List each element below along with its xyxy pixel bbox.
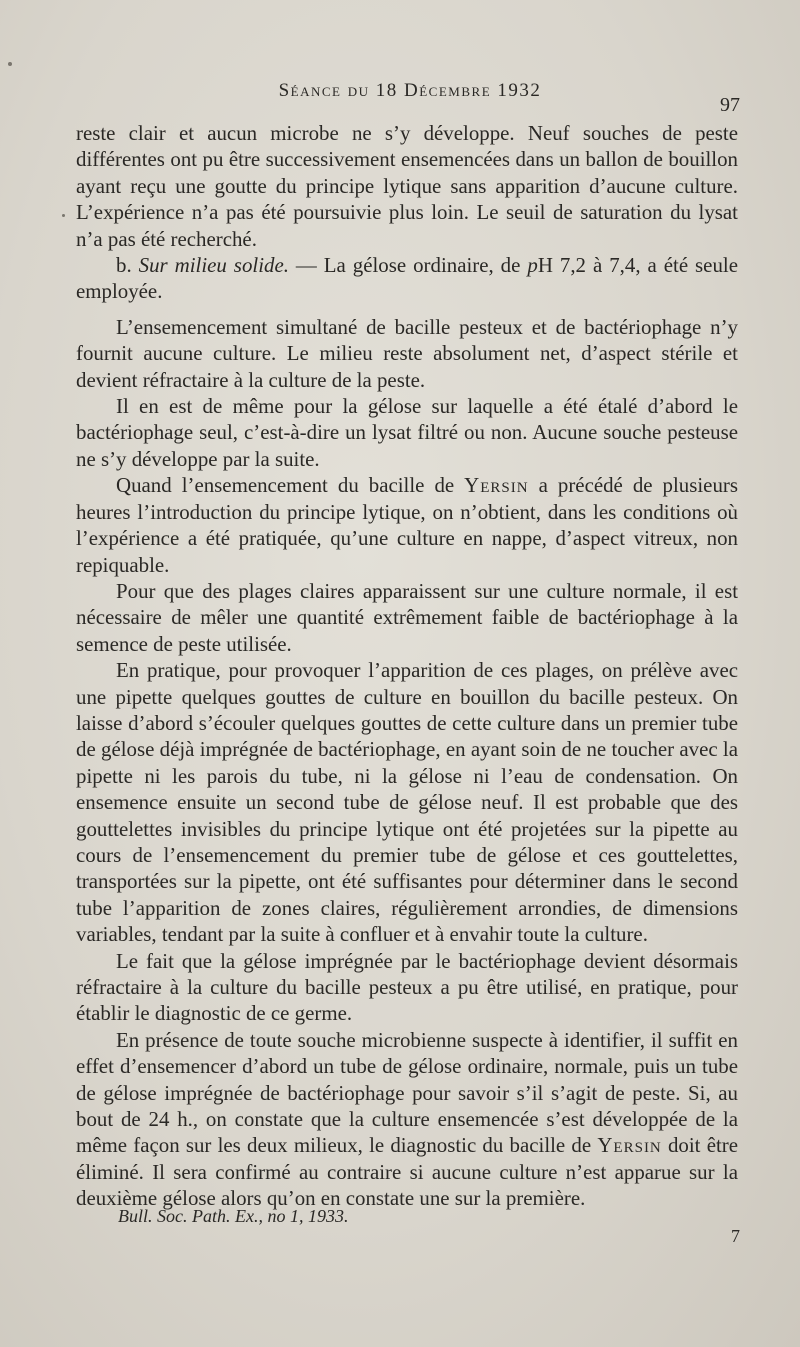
paragraph: b. Sur milieu solide. — La gélose ordinaire, de pH 7,2 à 7,4, a été seule employée. bbox=[76, 253, 738, 304]
page-number: 97 bbox=[720, 94, 740, 116]
paragraph: Il en est de même pour la gélose sur laquelle a été étalé d’abord le bactériophage seul, c’est-à-dire un lysat filtré ou non. Aucune souche pesteuse ne s’y développe par la suite. bbox=[76, 394, 738, 471]
paragraph: En présence de toute souche microbienne suspecte à identifier, il suffit en effet d’ensemencer d’abord un tube de gélose ordinaire, normale, puis un tube de gélose imprégnée de bactériophage pour savoir s’il s’agit de peste. Si, au bout de 24 h., on constate que la culture ensemencée s’est développée de la même façon sur les deux milieux, le diagnostic du bacille de Yersin doit être éliminé. Il sera confirmé au contraire si aucune culture n’est apparue sur la deuxième gélose alors qu’on en constate une sur la première. bbox=[76, 1027, 738, 1211]
paper-speck bbox=[8, 62, 12, 66]
page-footer bbox=[80, 1206, 740, 1266]
paragraph: En pratique, pour provoquer l’apparition de ces plages, on prélève avec une pipette quelques gouttes de culture en bouillon du bacille pesteux. On laisse d’abord s’écouler quelques gouttes de cette culture dans un premier tube de gélose déjà imprégnée de bactériophage, en ayant soin de ne toucher avec la pipette ni les parois du tube, ni la gélose ni l’eau de condensation. On ensemence ensuite un second tube de gélose neuf. Il est probable que des gouttelettes invisibles du principe lytique ont été projetées sur la pipette au cours de l’ensemencement du premier tube de gélose et ces gouttelettes, transportées sur la pipette, ont été suffisantes pour déterminer dans le second tube l’apparition de zones claires, régulièrement arrondies, de dimensions variables, tendant par la suite à confluer et à envahir toute la culture. bbox=[76, 658, 738, 947]
page-header bbox=[80, 80, 740, 120]
paragraph: reste clair et aucun microbe ne s’y développe. Neuf souches de peste différentes ont pu être successivement ensemencées dans un ballon de bouillon ayant reçu une goutte du principe lytique sans apparition d’aucune culture. L’expérience n’a pas été poursuivie plus loin. Le seuil de saturation du lysat n’a pas été recherché. bbox=[76, 121, 738, 251]
running-title: Séance du 18 Décembre 1932 bbox=[278, 80, 542, 101]
signature-mark: 7 bbox=[731, 1226, 740, 1246]
body-text bbox=[76, 120, 738, 1212]
paragraph: Quand l’ensemencement du bacille de Yersin a précédé de plusieurs heures l’introduction du principe lytique, on n’obtient, dans les conditions où l’expérience a été pratiquée, qu’une culture en nappe, d’aspect vitreux, non repiquable. bbox=[76, 473, 738, 577]
paragraph: L’ensemencement simultané de bacille pesteux et de bactériophage n’y fournit aucune culture. Le milieu reste absolument net, d’aspect stérile et devient réfractaire à la culture de la peste. bbox=[76, 314, 738, 392]
paper-speck bbox=[62, 214, 65, 217]
paragraph: Pour que des plages claires apparaissent sur une culture normale, il est nécessaire de mêler une quantité extrêmement faible de bactériophage à la semence de peste utilisée. bbox=[76, 578, 738, 656]
journal-reference: Bull. Soc. Path. Ex., no 1, 1933. bbox=[118, 1206, 349, 1226]
paragraph: Le fait que la gélose imprégnée par le bactériophage devient désormais réfractaire à la culture du bacille pesteux a pu être utilisé, en pratique, pour établir le diagnostic de ce germe. bbox=[76, 948, 738, 1026]
